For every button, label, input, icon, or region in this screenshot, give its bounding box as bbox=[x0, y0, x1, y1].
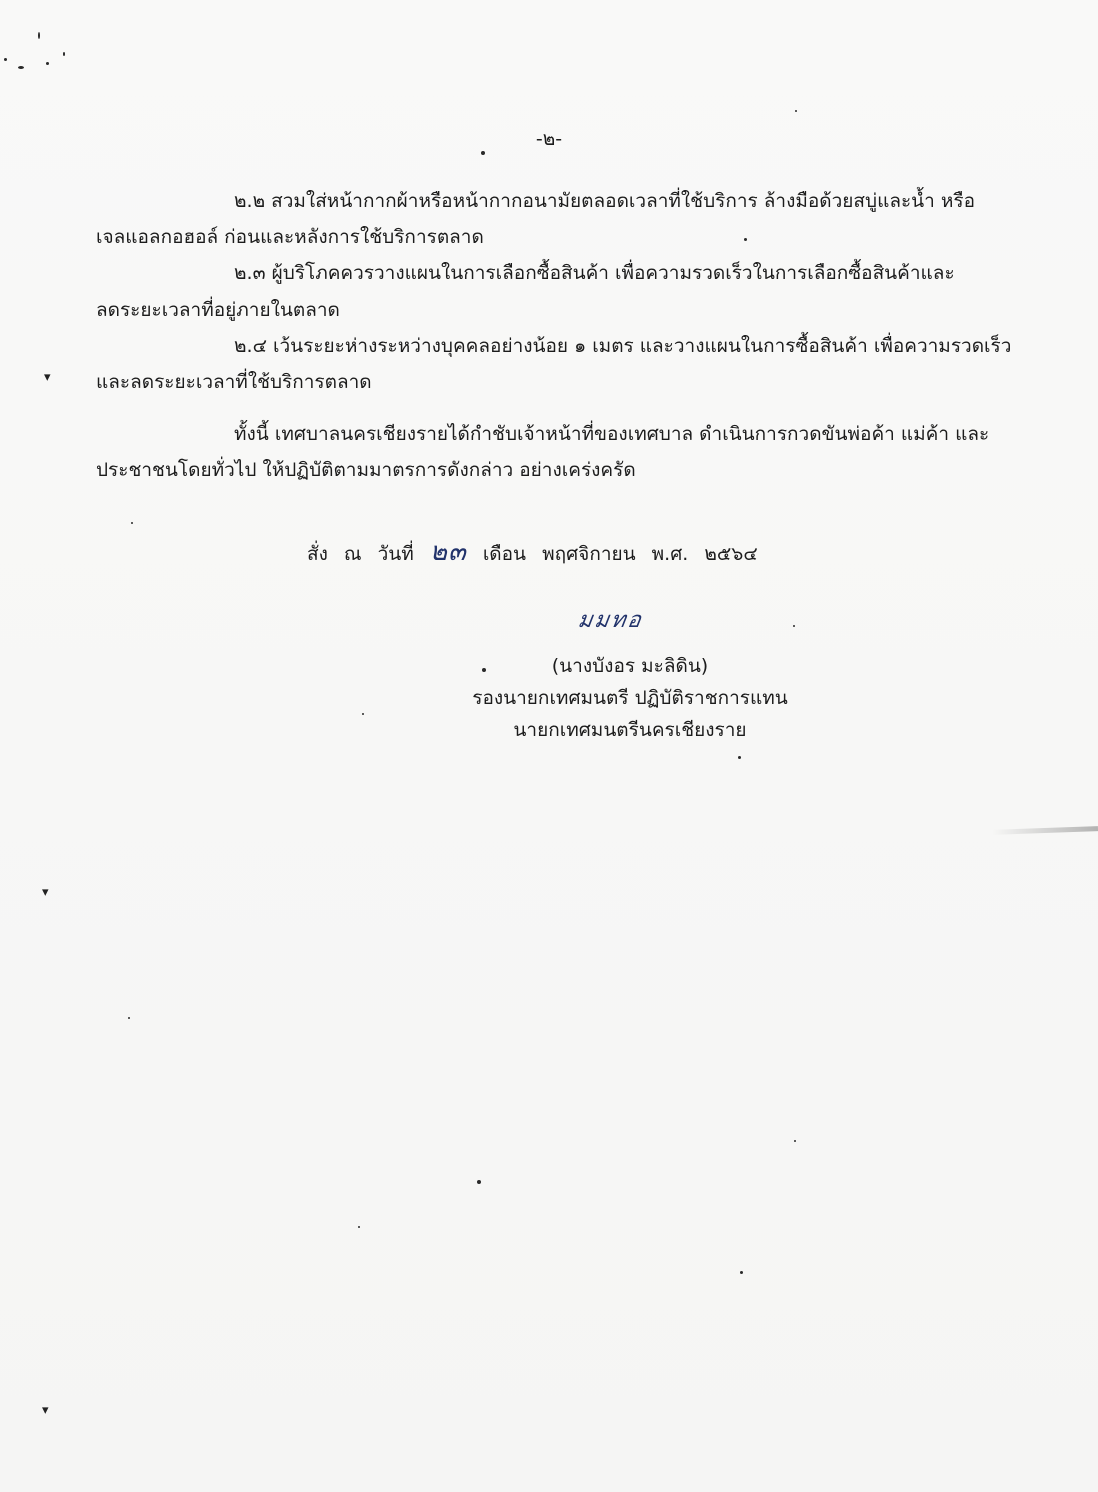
page-number: -๒- bbox=[535, 128, 563, 150]
handwritten-signature: มมทอ bbox=[576, 608, 645, 633]
scan-speck bbox=[4, 58, 7, 61]
scan-speck bbox=[362, 713, 364, 715]
paragraph-text: ประชาชนโดยทั่วไป ให้ปฏิบัติตามมาตรการดังกล่าว อย่างเคร่งครัด bbox=[96, 459, 636, 482]
paragraph-2-4 bbox=[96, 328, 1026, 364]
signer-position: รองนายกเทศมนตรี ปฏิบัติราชการแทน bbox=[472, 687, 788, 709]
signer-block bbox=[430, 650, 830, 746]
signer-name: (นางบังอร มะลิดิน) bbox=[551, 655, 709, 677]
scan-speck bbox=[744, 238, 747, 241]
scan-speck bbox=[131, 522, 133, 524]
paragraph-2-3-continued bbox=[96, 292, 1026, 328]
scan-speck bbox=[481, 151, 485, 155]
scan-speck bbox=[128, 1017, 130, 1019]
order-at: ณ bbox=[343, 543, 362, 565]
binding-mark: ▾ bbox=[42, 885, 49, 900]
era-label: พ.ศ. bbox=[651, 543, 689, 565]
paragraph-2-3 bbox=[96, 255, 1026, 291]
paragraph-text: และลดระยะเวลาที่ใช้บริการตลาด bbox=[96, 371, 372, 394]
scan-speck bbox=[18, 66, 24, 69]
scan-shadow bbox=[992, 826, 1098, 835]
paragraph-text: ๒.๓ ผู้บริโภคควรวางแผนในการเลือกซื้อสินค้า เพื่อความรวดเร็วในการเลือกซื้อสินค้าและ bbox=[234, 262, 955, 285]
paragraph-2-2-continued bbox=[96, 219, 1026, 255]
paragraph-text: ลดระยะเวลาที่อยู่ภายในตลาด bbox=[96, 298, 340, 321]
paragraph-enforcement-continued bbox=[96, 452, 1026, 488]
scan-speck bbox=[38, 32, 40, 39]
month-label: เดือน bbox=[482, 543, 527, 565]
scan-speck bbox=[482, 668, 486, 672]
scan-speck bbox=[794, 1140, 796, 1142]
scan-speck bbox=[738, 756, 741, 759]
paragraph-2-2 bbox=[96, 183, 1026, 219]
day-label: วันที่ bbox=[377, 543, 414, 565]
paragraph-text: ทั้งนี้ เทศบาลนครเชียงรายได้กำชับเจ้าหน้าที่ของเทศบาล ดำเนินการกวดขันพ่อค้า แม่ค้า และ bbox=[234, 423, 990, 446]
paragraph-enforcement bbox=[96, 416, 1026, 452]
paragraph-text: ๒.๔ เว้นระยะห่างระหว่างบุคคลอย่างน้อย ๑ เมตร และวางแผนในการซื้อสินค้า เพื่อความรวดเร็ว bbox=[234, 334, 1012, 357]
paragraph-2-4-continued bbox=[96, 364, 1026, 400]
binding-mark: ▾ bbox=[42, 1403, 49, 1418]
month-value: พฤศจิกายน bbox=[542, 543, 636, 565]
binding-mark: ▾ bbox=[44, 370, 51, 385]
year-value: ๒๕๖๔ bbox=[704, 543, 758, 565]
scan-speck bbox=[358, 1226, 360, 1228]
paragraph-text: ๒.๒ สวมใส่หน้ากากผ้าหรือหน้ากากอนามัยตลอดเวลาที่ใช้บริการ ล้างมือด้วยสบู่และน้ำ หรือ bbox=[234, 190, 976, 212]
order-prefix: สั่ง bbox=[307, 543, 328, 565]
signer-organization: นายกเทศมนตรีนครเชียงราย bbox=[513, 719, 747, 741]
scan-speck bbox=[795, 110, 797, 112]
handwritten-day: ๒๓ bbox=[429, 537, 467, 567]
scan-speck bbox=[740, 1271, 743, 1274]
scan-speck bbox=[46, 62, 49, 65]
scan-speck bbox=[477, 1180, 481, 1184]
document-body bbox=[96, 183, 1026, 489]
order-date-line bbox=[307, 531, 768, 572]
paragraph-text: เจลแอลกอฮอล์ ก่อนและหลังการใช้บริการตลาด bbox=[96, 226, 484, 249]
scan-speck bbox=[793, 625, 795, 627]
scan-speck bbox=[63, 52, 65, 56]
